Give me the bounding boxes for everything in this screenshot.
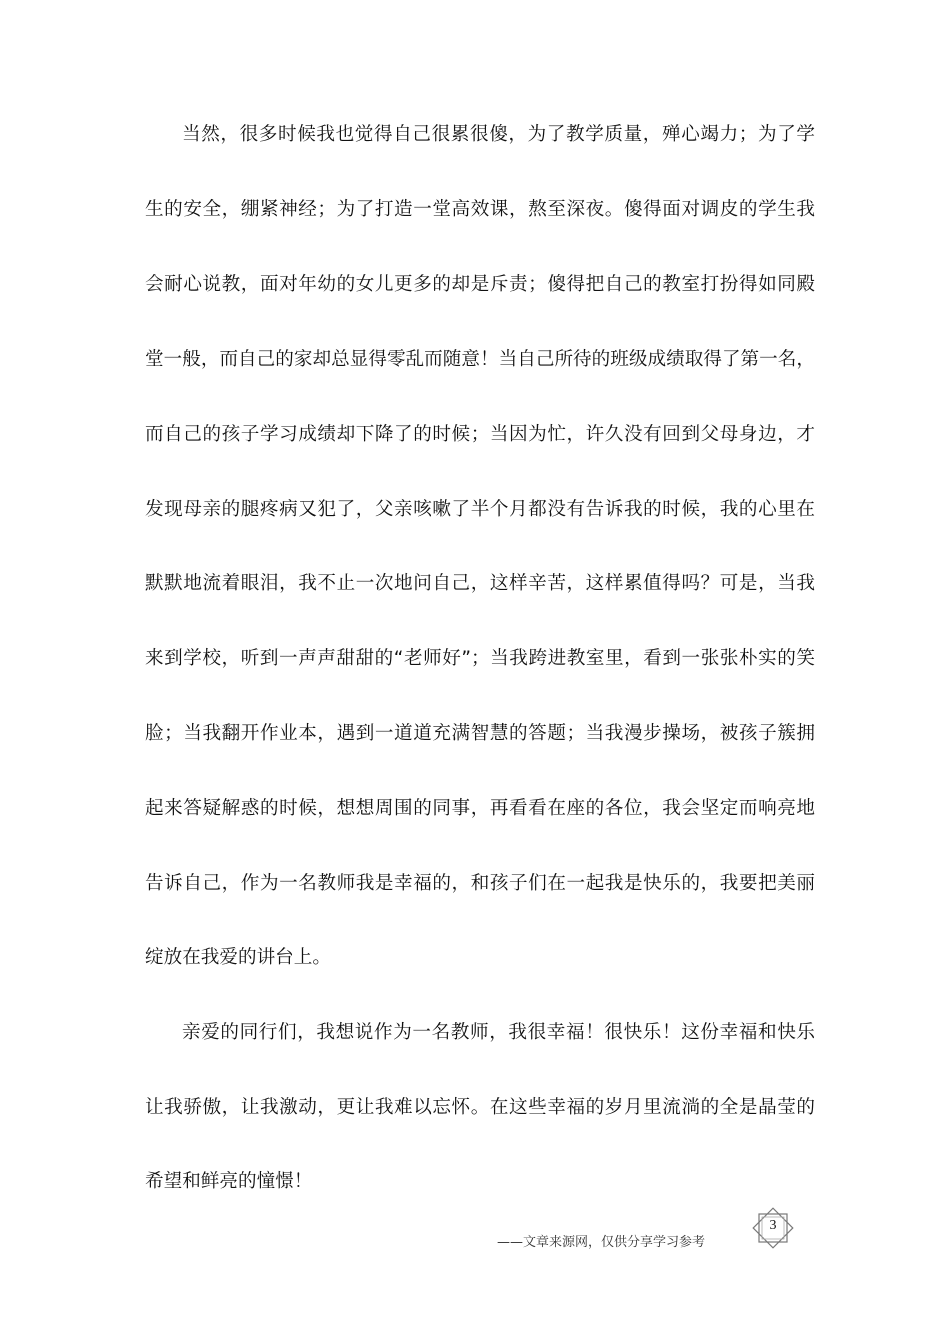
paragraph-line: 堂一般，而自己的家却总显得零乱而随意！当自己所待的班级成绩取得了第一名， bbox=[145, 349, 815, 370]
paragraph-line: 发现母亲的腿疼病又犯了，父亲咳嗽了半个月都没有告诉我的时候，我的心里在 bbox=[145, 499, 815, 520]
paragraph-line: 会耐心说教，面对年幼的女儿更多的却是斥责；傻得把自己的教室打扮得如同殿 bbox=[145, 274, 815, 295]
paragraph-line: 起来答疑解惑的时候，想想周围的同事，再看看在座的各位，我会坚定而响亮地 bbox=[145, 798, 815, 819]
paragraph-line: 默默地流着眼泪，我不止一次地问自己，这样辛苦，这样累值得吗？可是，当我 bbox=[145, 573, 815, 594]
paragraph-line: 当然，很多时候我也觉得自己很累很傻，为了教学质量，殚心竭力；为了学 bbox=[182, 124, 815, 145]
paragraph-line: 告诉自己，作为一名教师我是幸福的，和孩子们在一起我是快乐的，我要把美丽 bbox=[145, 873, 815, 894]
paragraph-line: 而自己的孩子学习成绩却下降了的时候；当因为忙，许久没有回到父母身边，才 bbox=[145, 424, 815, 445]
page-number-badge bbox=[749, 1204, 797, 1252]
paragraph-line: 脸；当我翻开作业本，遇到一道道充满智慧的答题；当我漫步操场，被孩子簇拥 bbox=[145, 723, 815, 744]
paragraph-line: 亲爱的同行们，我想说作为一名教师，我很幸福！很快乐！这份幸福和快乐 bbox=[182, 1022, 815, 1043]
paragraph-line-last: 希望和鲜亮的憧憬！ bbox=[145, 1171, 313, 1192]
paragraph-line: 来到学校，听到一声声甜甜的“老师好”；当我跨进教室里，看到一张张朴实的笑 bbox=[145, 648, 815, 669]
paragraph-line-last: 绽放在我爱的讲台上。 bbox=[145, 947, 331, 968]
paragraph-line: 让我骄傲，让我激动，更让我难以忘怀。在这些幸福的岁月里流淌的全是晶莹的 bbox=[145, 1097, 815, 1118]
paragraph-line: 生的安全，绷紧神经；为了打造一堂高效课，熬至深夜。傻得面对调皮的学生我 bbox=[145, 199, 815, 220]
footer-source-note: ——文章来源网，仅供分享学习参考 bbox=[497, 1235, 706, 1250]
page-number: 3 bbox=[769, 1218, 777, 1233]
